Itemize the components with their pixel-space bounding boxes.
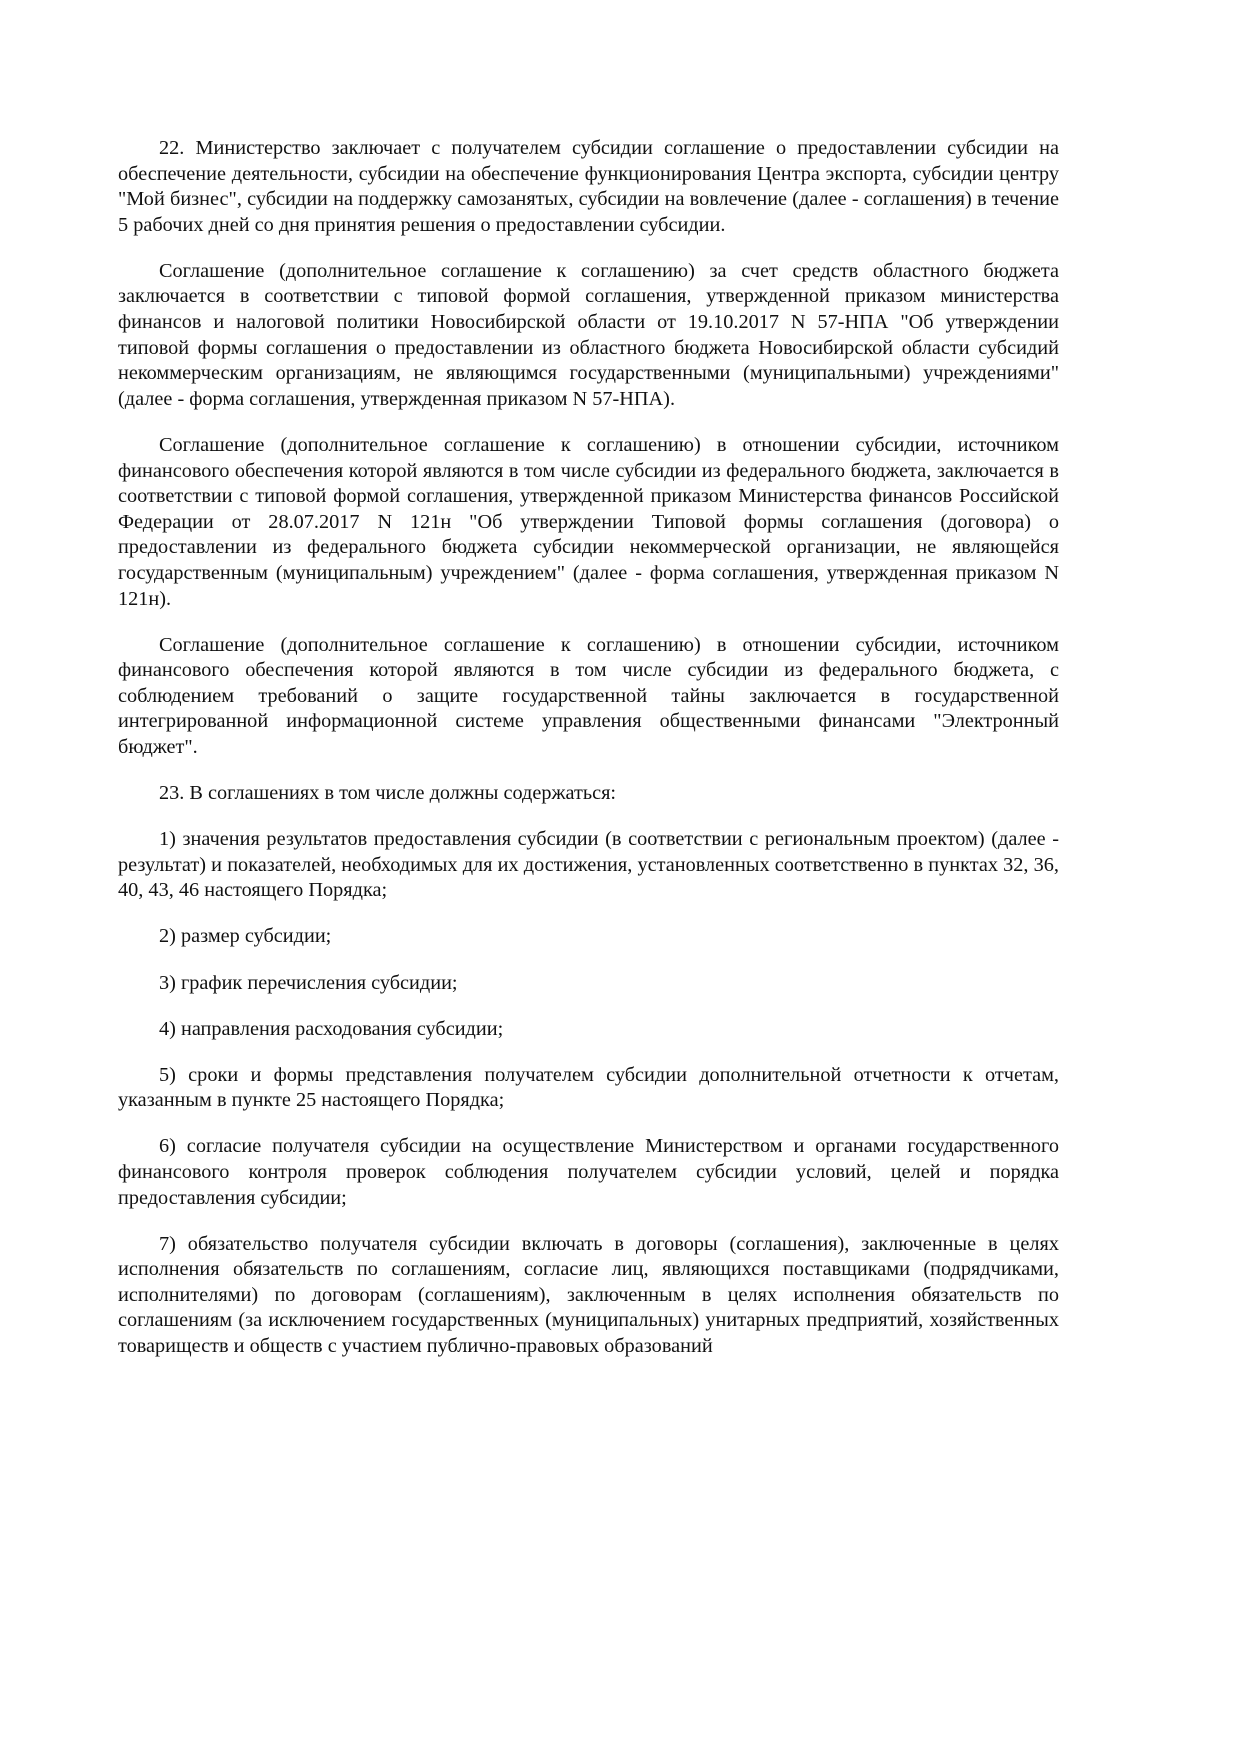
list-item-2-subsidy-amount: 2) размер субсидии; — [159, 925, 332, 948]
list-item-5-reporting: 5) сроки и формы представления получателем субсидии дополнительной отчетности к отчетам, указанным в пункте 25 настоящего Порядка; — [118, 1063, 1059, 1112]
list-item-3-payment-schedule: 3) график перечисления субсидии; — [159, 971, 458, 994]
list-item-4-spending-directions: 4) направления расходования субсидии; — [159, 1017, 504, 1040]
paragraph-regional-budget-form: Соглашение (дополнительное соглашение к соглашению) за счет средств областного бюджета заключается в соответствии с типовой формой соглашения, утвержденной приказом министерства финансов и налоговой политики Новосибирской области от 19.10.2017 N 57-НПА "Об утверждении типовой формы соглашения о предоставлении из областного бюджета Новосибирской области субсидий некоммерческим организациям, не являющимся государственными (муниципальными) учреждениями" (далее - форма соглашения, утвержденная приказом N 57-НПА). — [118, 259, 1059, 410]
paragraph-22-agreement-conclusion: 22. Министерство заключает с получателем субсидии соглашение о предоставлении субсидии на обеспечение деятельности, субсидии на обеспечение функционирования Центра экспорта, субсидии центру "Мой бизнес", субсидии на поддержку самозанятых, субсидии на вовлечение (далее - соглашения) в течение 5 рабочих дней со дня принятия решения о предоставлении субсидии. — [118, 137, 1059, 236]
list-item-7-contract-obligation: 7) обязательство получателя субсидии включать в договоры (соглашения), заключенные в целях исполнения обязательств по соглашениям, согласие лиц, являющихся поставщиками (подрядчиками, исполнителями) по договорам (соглашениям), заключенным в целях исполнения обязательств по соглашениям (за исключением государственных (муниципальных) унитарных предприятий, хозяйственных товариществ и обществ с участием публично-правовых образований — [118, 1232, 1059, 1358]
list-item-1-results: 1) значения результатов предоставления субсидии (в соответствии с региональным проектом) (далее - результат) и показателей, необходимых для их достижения, установленных соответственно в пунктах 32, 36, 40, 43, 46 настоящего Порядка; — [118, 828, 1059, 902]
list-item-6-control-consent: 6) согласие получателя субсидии на осуществление Министерством и органами государственного финансового контроля проверок соблюдения получателем субсидии условий, целей и порядка предоставления субсидии; — [118, 1135, 1059, 1209]
paragraph-federal-budget-form: Соглашение (дополнительное соглашение к соглашению) в отношении субсидии, источником финансового обеспечения которой являются в том числе субсидии из федерального бюджета, заключается в соответствии с типовой формой соглашения, утвержденной приказом Министерства финансов Российской Федерации от 28.07.2017 N 121н "Об утверждении Типовой формы соглашения (договора) о предоставлении из федерального бюджета субсидии некоммерческой организации, не являющейся государственным (муниципальным) учреждением" (далее - форма соглашения, утвержденная приказом N 121н). — [118, 433, 1059, 610]
paragraph-23-agreement-contents: 23. В соглашениях в том числе должны содержаться: — [159, 782, 617, 805]
paragraph-electronic-budget: Соглашение (дополнительное соглашение к соглашению) в отношении субсидии, источником финансового обеспечения которой являются в том числе субсидии из федерального бюджета, с соблюдением требований о защите государственной тайны заключается в государственной интегрированной информационной системе управления общественными финансами "Электронный бюджет". — [118, 633, 1059, 758]
document-page — [118, 136, 1059, 1360]
